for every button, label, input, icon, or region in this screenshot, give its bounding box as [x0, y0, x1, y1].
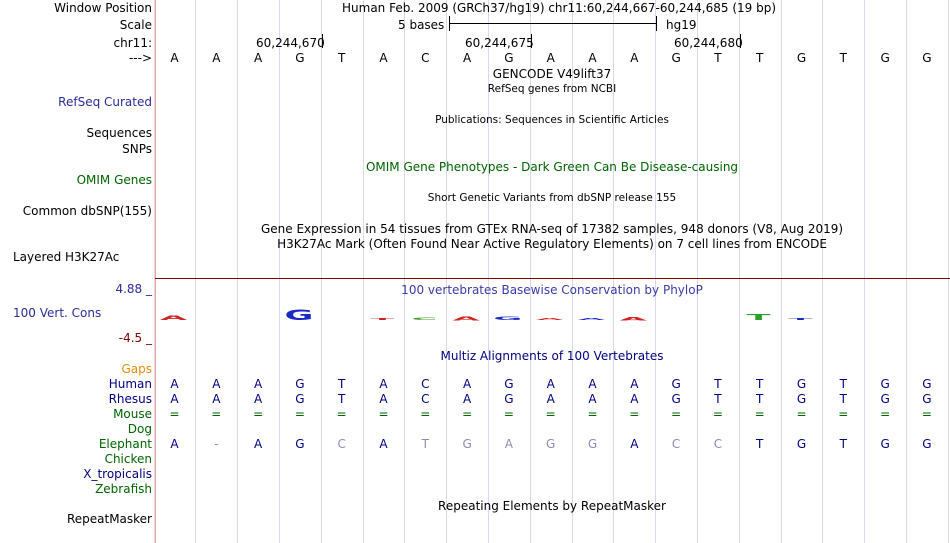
coord-label-3: 60,244,680 — [674, 36, 743, 50]
alignment-base: G — [671, 392, 681, 406]
reference-base: T — [756, 51, 764, 65]
alignment-base: A — [462, 377, 472, 391]
scale-label: Scale — [119, 18, 152, 32]
refseq-track-label[interactable]: RefSeq Curated — [58, 95, 152, 109]
alignment-base: = — [921, 407, 932, 421]
alignment-base: = — [211, 407, 222, 421]
alignment-base: G — [295, 437, 305, 451]
alignment-base: A — [504, 437, 513, 451]
alignment-base: A — [630, 377, 639, 391]
gencode-track-title[interactable]: GENCODE V49lift37 — [492, 67, 612, 81]
phylop-glyph: G — [284, 307, 314, 324]
phylop-glyph: T — [746, 312, 771, 323]
alignment-base: G — [880, 392, 890, 406]
alignment-base: G — [880, 437, 890, 451]
reference-base: A — [379, 51, 388, 65]
strand-arrow-label[interactable]: ---> — [128, 51, 152, 65]
phylop-track-label[interactable]: 100 Vert. Cons — [13, 306, 102, 320]
alignment-base: = — [294, 407, 305, 421]
phylop-glyph: A — [452, 315, 480, 322]
alignment-base: A — [546, 392, 555, 406]
dbsnp-track-title: Short Genetic Variants from dbSNP release 155 — [427, 192, 677, 204]
species-label[interactable]: Human — [108, 377, 152, 391]
alignment-base: = — [587, 407, 598, 421]
alignment-base: A — [379, 377, 388, 391]
species-label[interactable]: X_tropicalis — [83, 467, 152, 481]
alignment-base: = — [462, 407, 473, 421]
phylop-glyph: C — [411, 317, 438, 321]
alignment-base: A — [212, 392, 221, 406]
reference-base: A — [170, 51, 179, 65]
alignment-base: G — [796, 377, 807, 391]
alignment-base: A — [253, 437, 263, 451]
reference-base: A — [546, 51, 555, 65]
alignment-base: A — [379, 437, 388, 451]
species-label[interactable]: Chicken — [104, 452, 152, 466]
alignment-base: C — [421, 377, 430, 391]
species-label[interactable]: Rhesus — [108, 392, 152, 406]
alignment-base: T — [839, 392, 847, 406]
reference-base: T — [839, 51, 847, 65]
alignment-base: A — [170, 392, 179, 406]
scale-bar-text: 5 bases — [398, 18, 445, 32]
alignment-base: G — [922, 392, 932, 406]
alignment-base: G — [587, 437, 598, 451]
scale-db-text: hg19 — [666, 18, 697, 32]
alignment-base: = — [503, 407, 514, 421]
assembly-position-text: Human Feb. 2009 (GRCh37/hg19) chr11:60,244,667-60,244,685 (19 bp) — [342, 1, 777, 15]
phylop-track-title: 100 vertebrates Basewise Conservation by PhyloP — [401, 283, 703, 297]
gaps-label[interactable]: Gaps — [121, 362, 152, 376]
coord-label-2: 60,244,675 — [465, 36, 534, 50]
alignment-base: A — [462, 392, 472, 406]
alignment-base: T — [421, 437, 429, 451]
alignment-base: A — [253, 377, 263, 391]
alignment-base: = — [712, 407, 723, 421]
repeat-track-title: Repeating Elements by RepeatMasker — [438, 499, 666, 513]
alignment-base: C — [713, 437, 723, 451]
alignment-base: = — [671, 407, 682, 421]
alignment-base: - — [214, 437, 219, 451]
snps-track-label[interactable]: SNPs — [122, 142, 152, 156]
alignment-base: = — [378, 407, 389, 421]
alignment-base: A — [212, 377, 221, 391]
reference-base: A — [212, 51, 221, 65]
alignment-base: A — [546, 377, 555, 391]
alignment-base: G — [546, 437, 556, 451]
h3k27-track-label[interactable]: Layered H3K27Ac — [13, 250, 120, 264]
alignment-base: G — [922, 377, 932, 391]
species-label[interactable]: Mouse — [113, 407, 152, 421]
window-position-label: Window Position — [54, 1, 152, 15]
alignment-base: C — [421, 392, 430, 406]
omim-track-label[interactable]: OMIM Genes — [76, 173, 152, 187]
phylop-glyph-layer — [160, 307, 813, 324]
alignment-base: T — [756, 392, 764, 406]
reference-base: A — [253, 51, 263, 65]
alignment-base: C — [671, 437, 681, 451]
phylop-min-label: -4.5 _ — [118, 331, 152, 345]
reference-base: T — [714, 51, 722, 65]
multiz-track-title: Multiz Alignments of 100 Vertebrates — [440, 349, 664, 363]
phylop-glyph: G — [493, 315, 523, 322]
alignment-base: = — [253, 407, 264, 421]
reference-base: A — [588, 51, 597, 65]
alignment-base: = — [420, 407, 431, 421]
alignment-base: T — [338, 392, 346, 406]
species-label[interactable]: Dog — [127, 422, 152, 436]
alignment-base: T — [714, 392, 722, 406]
reference-base: C — [421, 51, 430, 65]
publications-track-title: Publications: Sequences in Scientific Articles — [435, 114, 669, 126]
alignment-base: T — [839, 437, 847, 451]
alignment-base: G — [504, 377, 514, 391]
alignment-base: C — [337, 437, 346, 451]
alignment-base: A — [588, 392, 597, 406]
alignment-base: T — [839, 377, 847, 391]
alignment-base: A — [253, 392, 263, 406]
alignment-base: = — [754, 407, 765, 421]
dbsnp-track-label[interactable]: Common dbSNP(155) — [22, 204, 152, 218]
alignment-base: G — [295, 377, 305, 391]
alignment-base: = — [629, 407, 640, 421]
phylop-glyph: A — [577, 317, 606, 321]
phylop-max-label: 4.88 _ — [115, 282, 152, 296]
alignment-base: A — [170, 437, 179, 451]
h3k27-track-title: H3K27Ac Mark (Often Found Near Active Regulatory Elements) on 7 cell lines from ENCODE — [277, 237, 827, 251]
alignment-base: G — [671, 377, 681, 391]
gtex-track-title: Gene Expression in 54 tissues from GTEx RNA-seq of 17382 samples, 948 donors (V8, Aug 2019) — [260, 222, 844, 236]
alignment-base: G — [796, 392, 807, 406]
alignment-base: G — [922, 437, 932, 451]
reference-base: G — [295, 51, 305, 65]
alignment-base: G — [295, 392, 305, 406]
alignment-base: T — [756, 377, 764, 391]
alignment-base: T — [756, 437, 764, 451]
coord-label-1: 60,244,670 — [256, 36, 325, 50]
phylop-glyph: A — [159, 314, 188, 322]
alignment-base: = — [336, 407, 347, 421]
alignment-base: A — [630, 437, 639, 451]
alignment-base: = — [838, 407, 849, 421]
chrom-label: chr11: — [113, 36, 152, 50]
reference-base: A — [630, 51, 639, 65]
alignment-base: G — [504, 392, 514, 406]
reference-base: T — [338, 51, 346, 65]
species-label[interactable]: Zebrafish — [95, 482, 152, 496]
alignment-base: = — [545, 407, 556, 421]
phylop-glyph: T — [788, 317, 813, 321]
alignment-base: A — [588, 377, 597, 391]
alignment-base: G — [796, 437, 807, 451]
scale-bar — [450, 16, 657, 31]
phylop-glyph: A — [536, 317, 564, 321]
alignment-base: G — [880, 377, 890, 391]
alignment-base: = — [169, 407, 180, 421]
sequences-track-label[interactable]: Sequences — [86, 126, 152, 140]
repeatmasker-track-label[interactable]: RepeatMasker — [66, 512, 152, 526]
reference-base: G — [671, 51, 681, 65]
alignment-base: A — [170, 377, 179, 391]
omim-track-title: OMIM Gene Phenotypes - Dark Green Can Be Disease-causing — [365, 160, 739, 174]
alignment-base: A — [379, 392, 388, 406]
alignment-base: T — [714, 377, 722, 391]
reference-base: G — [504, 51, 514, 65]
alignment-base: = — [880, 407, 891, 421]
alignment-base: = — [796, 407, 807, 421]
alignment-base: G — [462, 437, 472, 451]
phylop-glyph: T — [370, 317, 395, 321]
reference-base: G — [880, 51, 890, 65]
reference-base: G — [796, 51, 807, 65]
refseq-track-subtitle: RefSeq genes from NCBI — [487, 83, 617, 95]
species-label[interactable]: Elephant — [98, 437, 152, 451]
reference-base: G — [922, 51, 932, 65]
alignment-base: A — [630, 392, 639, 406]
phylop-glyph: A — [619, 315, 647, 322]
reference-base: A — [462, 51, 472, 65]
alignment-base: T — [338, 377, 346, 391]
